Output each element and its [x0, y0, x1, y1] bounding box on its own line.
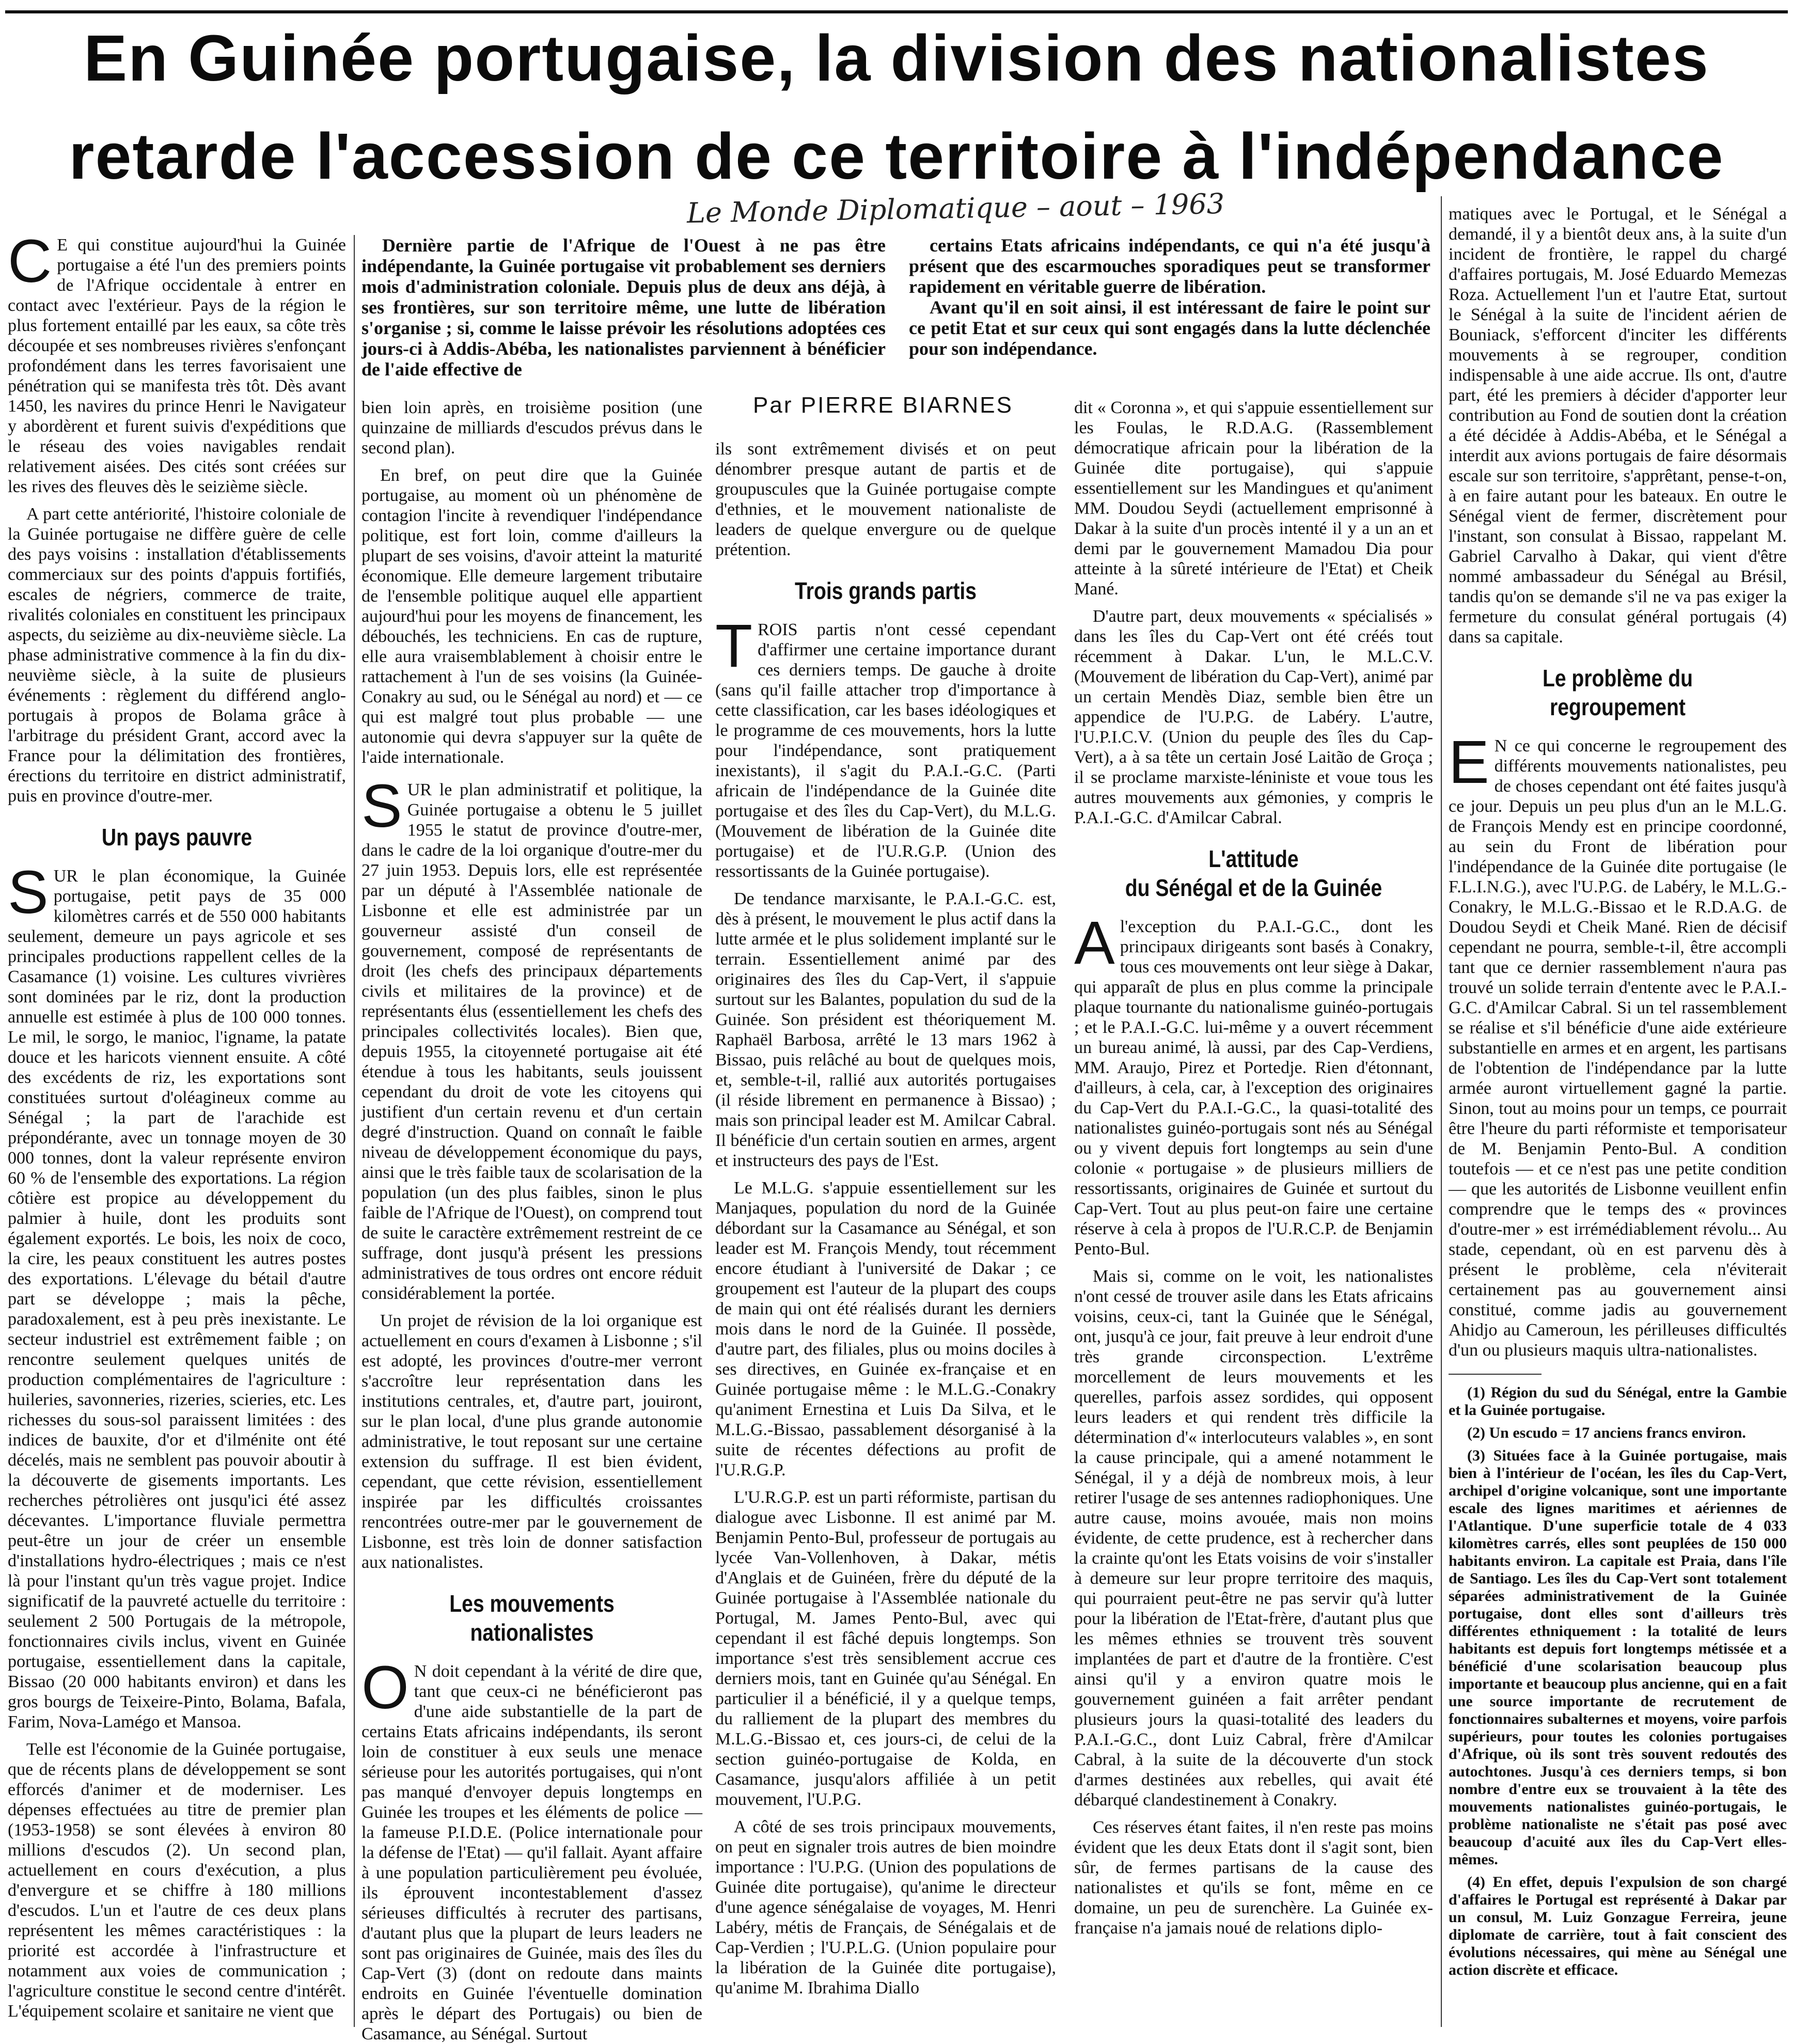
column-4-paragraph-2: D'autre part, deux mouvements « spécialisés » dans les îles du Cap-Vert ont été créés tout récemment à Dakar. L'un, le M.L.C.V. (Mouvement de libération du Cap-Vert), animé par un certain Mendès Diaz, semble bien être un appendice de l'U.P.G. de Labéry. L'autre, l'U.P.I.C.V. (Union du peuple des îles du Cap-Vert), a à sa tête un certain José Laitão de Groça ; il se proclame marxiste-léniniste et voue tous les autres mouvements aux gémonies, y compris le P.A.I.-G.C. d'Amilcar Cabral. [1074, 607, 1433, 827]
subheading-line-1: L'attitude [1208, 845, 1299, 872]
column-divider-1 [354, 235, 355, 2027]
headline-line-2: retarde l'accession de ce territoire à l'indépendance [69, 120, 1724, 193]
column-2 [361, 398, 702, 2043]
column-4-paragraph-4: Mais si, comme on le voit, les nationalistes n'ont cessé de trouver asile dans les Etats africains voisins, ceux-ci, tant la Guinée que le Sénégal, ont, jusqu'à ce jour, fait preuve à leur endroit d'une très grande circonspection. L'extrême morcellement de leurs mouvements et les querelles, parfois assez sordides, qui opposent leurs leaders et qui rendent très difficile la détermination d'« interlocuteurs valables », en sont la cause principale, qui a amené notamment le Sénégal, il y a déjà de nombreux mois, à leur retirer l'usage de ses antennes radiophoniques. Une autre cause, moins avouée, mais non moins évidente, de cette prudence, est à rechercher dans la crainte qu'ont les Etats voisins de voir s'installer à demeure sur leur propre territoire des maquis, qui pourraient peut-être ne pas servir qu'à lutter pour la libération de l'Etat-frère, d'autant plus que les mêmes ethnies se trouvent très souvent implantées de part et d'autre de la frontière. C'est ainsi qu'il y a environ quatre mois le gouvernement guinéen a fait arrêter pendant plusieurs jours la quasi-totalité des leaders du P.A.I.-G.C., dont Luiz Cabral, frère d'Amilcar Cabral, à la suite de la découverte d'un stock d'armes destinées aux rebelles, qui avait été débarqué clandestinement à Conakry. [1074, 1267, 1433, 1810]
intro-paragraph-3: Avant qu'il en soit ainsi, il est intéressant de faire le point sur ce petit Etat et sur ceux qui sont engagés dans la lutte déclenchée pour son indépendance. [909, 297, 1430, 359]
column-4-paragraph-1: dit « Coronna », et qui s'appuie essentiellement sur les Foulas, le R.D.A.G. (Rassemblement démocratique africain pour la libération de la Guinée dite portugaise), qui s'appuie essentiellement sur les Mandingues et qu'animent MM. Doudou Seydi (actuellement emprisonné à Dakar à la suite d'un procès intenté il y a un an et demi par le gouvernement Mamadou Dia pour atteinte à la sûreté intérieure de l'Etat) et Cheik Mané. [1074, 398, 1433, 599]
footnotes [1449, 1384, 1787, 1979]
column-4 [1074, 398, 1433, 2032]
subheading-line-2: du Sénégal et de la Guinée [1125, 874, 1382, 901]
headline-line-1: En Guinée portugaise, la division des nationalistes [84, 22, 1709, 95]
dropcap-s: S [8, 858, 49, 926]
column-3 [715, 439, 1056, 2032]
column-1-paragraph-4: Telle est l'économie de la Guinée portugaise, que de récents plans de développement se sont efforcés d'animer et de moderniser. Les dépenses effectuées au titre de premier plan (1953-1958) se sont élevées à environ 80 millions d'escudos (2). Un second plan, actuellement en cours d'exécution, a plus d'envergure et se chiffre à 180 millions d'escudos. L'un et l'autre de ces deux plans représentent les mêmes caractéristiques : la priorité est accordée à l'infrastructure et notamment aux voies de communication ; l'agriculture constitue le second centre d'intérêt. L'équipement scolaire et sanitaire ne vient que [8, 1740, 346, 2021]
column-5 [1449, 204, 1787, 2035]
column-3-paragraph-4: Le M.L.G. s'appuie essentiellement sur les Manjaques, population du nord de la Guinée débordant sur la Casamance au Sénégal, et son leader est M. François Mendy, tout récemment encore étudiant à l'université de Dakar ; ce groupement est l'auteur de la plupart des coups de main qui ont été réalisés durant les derniers mois dans le nord de la Guinée. Il possède, d'autre part, des filiales, plus ou moins dociles à ses directives, en Guinée ex-française et en Guinée portugaise même : le M.L.G.-Conakry qu'animent Ernestina et Luis Da Silva, et le M.L.G.-Bissao, passablement désorganisé à la suite de récentes défections au profit de l'U.R.G.P. [715, 1178, 1056, 1480]
dropcap-c: C [8, 227, 52, 295]
subheading-un-pays-pauvre: Un pays pauvre [101, 824, 253, 851]
subheading-probleme-regroupement: Le problème du regroupement [1542, 665, 1693, 720]
column-3-paragraph-5: L'U.R.G.P. est un parti réformiste, partisan du dialogue avec Lisbonne. Il est animé par M. Benjamin Pento-Bul, professeur de portugais au lycée Van-Vollenhoven, à Dakar, métis d'Anglais et de Guinéen, frère du député de la Guinée portugaise à l'Assemblée nationale du Portugal, M. James Pento-Bul, avec qui cependant il est fâché depuis longtemps. Son importance s'est très sensiblement accrue ces derniers mois, tant en Guinée qu'au Sénégal. En particulier il a bénéficié, il y a quelque temps, du ralliement de la plupart des membres du M.L.G.-Bissao et, ces jours-ci, de celui de la section guinéo-portugaise de Kolda, en Casamance, jusqu'alors affiliée à un petit mouvement, l'U.P.G. [715, 1488, 1056, 1809]
column-4-paragraph-5: Ces réserves étant faites, il n'en reste pas moins évident que les deux Etats dont il s'agit sont, bien sûr, de fermes partisans de la cause des nationalistes et qu'ils se font, même en ce domaine, un peu de surenchère. La Guinée ex-française n'a jamais noué de relations diplo- [1074, 1818, 1433, 1938]
intro-block-left [361, 235, 886, 390]
column-2-paragraph-1: bien loin après, en troisième position (une quinzaine de milliards d'escudos prévus dans le second plan). [361, 398, 702, 458]
column-1 [8, 227, 346, 2032]
column-1-paragraph-1: C E qui constitue aujourd'hui la Guinée portugaise a été l'un des premiers points de l'Afrique occidentale à entrer en contact avec l'extérieur. Pays de la région le plus fortement entaillé par les eaux, sa côte très découpée et ses nombreuses rivières s'enfonçant profondément dans les terres favorisaient une pénétration qui se manifesta très tôt. Dès avant 1450, les navires du prince Henri le Navigateur y abordèrent et furent suivis d'expéditions que le réseau des voies navigables rendait relativement aisées. Des cités sont créées sur les rives des fleuves dès le seizième siècle. [8, 227, 346, 496]
footnote-1: (1) Région du sud du Sénégal, entre la Gambie et la Guinée portugaise. [1449, 1384, 1787, 1419]
column-2-paragraph-5: O N doit cependant à la vérité de dire que, tant que ceux-ci ne bénéficieront pas d'une aide substantielle de la part de certains Etats africains indépendants, ils seront loin de constituer à eux seuls une menace sérieuse pour les autorités portugaises, qui n'ont pas manqué d'envoyer depuis longtemps en Guinée les troupes et les éléments de police — la fameuse P.I.D.E. (Police internationale pour la défense de l'Etat) — qu'il fallait. Ayant affaire à une population particulièrement peu évoluée, ils éprouvent incontestablement d'assez sérieuses difficultés à recruter des partisans, d'autant plus que la plupart de leurs leaders ne sont pas originaires de Guinée, mais des îles du Cap-Vert (3) (dont on redoute dans maints endroits en Guinée l'éventuelle domination après le départ des Portugais) ou bien de Casamance, au Sénégal. Surtout [361, 1654, 702, 2043]
top-rule [5, 10, 1788, 13]
column-3-paragraph-1: ils sont extrêmement divisés et on peut dénombrer presque autant de partis et de groupuscules que la Guinée portugaise compte d'ethnies, et le mouvement nationaliste de leaders de quelque envergure ou de quelque prétention. [715, 439, 1056, 559]
dropcap-s-2: S [361, 772, 402, 840]
dropcap-e: E [1449, 728, 1489, 796]
dropcap-o: O [361, 1654, 409, 1722]
column-3-paragraph-3: De tendance marxisante, le P.A.I.-G.C. est, dès à présent, le mouvement le plus actif dans la lutte armée et le plus solidement implanté sur le terrain. Essentiellement animé par des originaires des îles du Cap-Vert, il s'appuie surtout sur les Balantes, population du sud de la Guinée. Son président est théoriquement M. Raphaël Barbosa, arrêté le 13 mars 1962 à Bissao, puis relâché au bout de quelques mois, et, semble-t-il, rallié aux autorités portugaises (il réside librement en permanence à Bissao) ; mais son principal leader est M. Amilcar Cabral. Il bénéficie d'un certain soutien en armes, argent et instructeurs des pays de l'Est. [715, 889, 1056, 1170]
column-divider-4 [1441, 196, 1442, 2027]
intro-paragraph-1: Dernière partie de l'Afrique de l'Ouest à ne pas être indépendante, la Guinée portugaise vit probablement ses derniers mois d'administration coloniale. Depuis plus de deux ans déjà, à ses frontières, sur son territoire même, une lutte de libération s'organise ; si, comme le laisse prévoir les résolutions adoptées ces jours-ci à Addis-Abéba, les nationalistes parviennent à bénéficier de l'aide effective de [361, 235, 886, 380]
dropcap-t: T [715, 612, 753, 680]
footnote-rule [1449, 1374, 1542, 1375]
column-3-paragraph-6: A côté de ses trois principaux mouvements, on peut en signaler trois autres de bien moindre importance : l'U.P.G. (Union des populations de Guinée dite portugaise), qu'anime le directeur d'une agence sénégalaise de voyages, M. Henri Labéry, métis de Français, de Sénégalais et de Cap-Verdien ; l'U.P.L.G. (Union populaire pour la libération de la Guinée dite portugaise), qu'anime M. Ibrahima Diallo [715, 1817, 1056, 1998]
footnote-4: (4) En effet, depuis l'expulsion de son chargé d'affaires le Portugal est représenté à Dakar par un consul, M. Luiz Gonzague Ferreira, jeune diplomate de carrière, tout à fait conscient des évolutions nécessaires, qui mène au Sénégal une action discrète et efficace. [1449, 1874, 1787, 1978]
column-2-paragraph-2: En bref, on peut dire que la Guinée portugaise, au moment où un phénomène de contagion l'incite à revendiquer l'indépendance politique, est fort loin, comme d'ailleurs la plupart de ses voisins, d'avoir atteint la maturité économique. Elle demeure largement tributaire de l'ensemble politique auquel elle appartient aujourd'hui pour les moyens de financement, les débouchés, les techniciens. En cas de rupture, elle aura vraisemblablement à choisir entre le rattachement à l'un de ses voisins (la Guinée-Conakry au sud, ou le Sénégal au nord) et — ce qui est malgré tout plus probable — une autonomie qui devra s'appuyer sur la quête de l'aide internationale. [361, 466, 702, 767]
intro-paragraph-2: certains Etats africains indépendants, ce qui n'a été jusqu'à présent que des escarmouches sporadiques peut se transformer rapidement en véritable guerre de libération. [909, 235, 1430, 297]
subheading-trois-grands-partis: Trois grands partis [794, 577, 977, 604]
subheading-attitude-senegal-guinee [1101, 844, 1406, 902]
subheading-les-mouvements-nationalistes: Les mouvements nationalistes [449, 1590, 615, 1646]
byline: Par PIERRE BIARNES [753, 392, 1013, 418]
column-4-paragraph-3: Al'exception du P.A.I.-G.C., dont les principaux dirigeants sont basés à Conakry, tous ces mouvements ont leur siège à Dakar, qui apparaît de plus en plus comme la principale plaque tournante du nationalisme guinéo-portugais ; et le P.A.I.-G.C. lui-même y a ouvert récemment un bureau animé, là aussi, par des Cap-Verdiens, MM. Araujo, Pirez et Portedje. Rien d'étonnant, d'ailleurs, à cela, car, à l'exception des originaires du Cap-Vert du P.A.I.-G.C., la quasi-totalité des nationalistes guinéo-portugais sont nés au Sénégal ou y vivent depuis fort longtemps au sein d'une colonie « portugaise » de plusieurs milliers de ressortissants, originaires de Guinée et surtout du Cap-Vert. Tout au plus peut-on faire une certaine réserve à cela à propos de l'U.R.C.P. de Benjamin Pento-Bul. [1074, 909, 1433, 1259]
handwritten-source-note: Le Monde Diplomatique – aout – 1963 [686, 187, 1225, 230]
column-1-paragraph-3: SUR le plan économique, la Guinée portugaise, petit pays de 35 000 kilomètres carrés et de 550 000 habitants seulement, demeure un pays agricole et ses principales productions rappellent celles de la Casamance (1) voisine. Les cultures vivrières sont dominées par le riz, dont la production annuelle est estimée à plus de 100 000 tonnes. Le mil, le sorgo, le manioc, l'igname, la patate douce et les haricots viennent ensuite. A côté des excédents de riz, les exportations sont constituées surtout d'oléagineux comme au Sénégal ; la part de l'arachide est prépondérante, avec un tonnage moyen de 30 000 tonnes, dont la valeur représente environ 60 % de l'ensemble des exportations. La région côtière est propice au développement du palmier à huile, dont les produits sont également exportés. Le bois, les noix de coco, la cire, les peaux constituent les autres postes des exportations. L'élevage du bétail d'autre part se développe ; mais la pêche, paradoxalement, est à peu près inexistante. Le secteur industriel est extrêmement faible ; on rencontre seulement quelques unités de production complémentaires de l'agriculture : huileries, savonneries, rizeries, scieries, etc. Les richesses du sous-sol paraissent limitées : des indices de bauxite, d'or et d'ilménite ont été décelés, mais ne semblent pas pouvoir aboutir à la découverte de gisements importants. Les recherches pétrolières ont jusqu'ici été assez décevantes. L'importance fluviale permettra peut-être un jour de créer un ensemble d'installations hydro-électriques ; mais ce n'est là pour l'instant qu'un très vague projet. Indice significatif de la pauvreté actuelle du territoire : seulement 2 500 Portugais de la métropole, fonctionnaires civils inclus, vivent en Guinée portugaise, essentiellement dans la capitale, Bissao (20 000 habitants environ) et dans les gros bourgs de Teixeire-Pinto, Bolama, Bafala, Farim, Nova-Lamégo et Mansoa. [8, 858, 346, 1732]
footnote-3: (3) Situées face à la Guinée portugaise, mais bien à l'intérieur de l'océan, les îles du Cap-Vert, archipel d'origine volcanique, sont une importante escale des lignes maritimes et aériennes de l'Atlantique. D'une superficie totale de 4 033 kilomètres carrés, elles sont peuplées de 150 000 habitants environ. La capitale est Praia, dans l'île de Santiago. Les îles du Cap-Vert sont totalement séparées administrativement de la Guinée portugaise, dont elles sont d'ailleurs très différentes ethniquement : la totalité de leurs habitants est depuis fort longtemps métissée et a bénéficié d'une scolarisation beaucoup plus importante et beaucoup plus ancienne, qui en a fait une source importante de recrutement de fonctionnaires subalternes et moyens, voire parfois supérieurs, pour toutes les colonies portugaises d'Afrique, où ils sont très souvent redoutés des autochtones. Jusqu'à ces derniers temps, si bon nombre d'entre eux se trouvaient à la tête des mouvements nationalistes guinéo-portugais, le problème nationaliste ne s'était pas posé avec beaucoup d'acuité aux îles du Cap-Vert elles-mêmes. [1449, 1447, 1787, 1868]
column-5-paragraph-2: E N ce qui concerne le regroupement des différents mouvements nationalistes, peu de choses cependant ont été faites jusqu'à ce jour. Depuis un peu plus d'un an le M.L.G. de François Mendy est en principe coordonné, au sein du Front de libération pour l'indépendance de la Guinée dite portugaise (le F.L.I.N.G.), avec l'U.P.G. de Labéry, le M.L.G.-Conakry, le M.L.G.-Bissao et le R.D.A.G. de Doudou Seydi et Cheik Mané. Rien de décisif cependant ne pourra, semble-t-il, être accompli tant que ce dernier rassemblement n'aura pas trouvé un solide terrain d'entente avec le P.A.I.-G.C. d'Amilcar Cabral. Si un tel rassemblement se réalise et s'il bénéficie d'une aide extérieure substantielle en armes et en argent, les partisans de l'obtention de l'indépendance par la lutte armée auront virtuellement gagné la partie. Sinon, tout au moins pour un temps, ce pourrait être l'heure du parti réformiste et temporisateur de M. Benjamin Pento-Bul. A condition toutefois — et ce n'est pas une petite condition — que les autorités de Lisbonne veuillent enfin comprendre que le temps des « provinces d'outre-mer » est irrémédiablement révolu... Au stade, cependant, où en est parvenu dès à présent le problème, cela n'éviterait certainement pas au gouvernement ainsi constitué, comme jadis au gouvernement Ahidjo au Cameroun, les périlleuses difficultés d'un ou plusieurs maquis ultra-nationalistes. [1449, 728, 1787, 1360]
column-2-paragraph-3: SUR le plan administratif et politique, la Guinée portugaise a obtenu le 5 juillet 1955 le statut de province d'outre-mer, dans le cadre de la loi organique d'outre-mer du 27 juin 1953. Depuis lors, elle est représentée par un député à l'Assemblée nationale de Lisbonne et elle est administrée par un gouverneur assisté d'un conseil de gouvernement, composé de représentants de droit (les chefs des principaux départements civils et militaires de la province) et de représentants élus (essentiellement les chefs des principales collectivités locales). Bien que, depuis 1955, la citoyenneté portugaise ait été étendue à tous les habitants, seuls jouissent cependant du droit de vote les citoyens qui justifient d'un certain revenu et d'un certain degré d'instruction. Quand on connaît le faible niveau de développement économique du pays, ainsi que le très faible taux de scolarisation de la population (un des plus faibles, sinon le plus faible de l'Afrique de l'Ouest), on comprend tout de suite le caractère extrêmement restreint de ce suffrage, dont jusqu'à présent les pressions administratives de tous ordres ont encore réduit considérablement la portée. [361, 772, 702, 1303]
dropcap-a: A [1074, 909, 1115, 977]
intro-block-right [909, 235, 1430, 390]
footnote-2: (2) Un escudo = 17 anciens francs environ. [1467, 1424, 1746, 1441]
column-2-paragraph-4: Un projet de révision de la loi organique est actuellement en cours d'examen à Lisbonne ; s'il est adopté, les provinces d'outre-mer verront s'accroître leur représentation dans les institutions centrales, et, d'autre part, jouiront, sur le plan local, d'une plus grande autonomie administrative, le tout reposant sur une certaine extension du suffrage. Il est bien évident, cependant, que cette révision, essentiellement inspirée par les difficultés croissantes rencontrées outre-mer par le gouvernement de Lisbonne, est très loin de donner satisfaction aux nationalistes. [361, 1311, 702, 1572]
column-5-paragraph-1: matiques avec le Portugal, et le Sénégal a demandé, il y a bientôt deux ans, à la suite d'un incident de frontière, le rappel du chargé d'affaires portugais, M. José Eduardo Memezas Roza. Actuellement l'un et l'autre Etat, surtout le Sénégal à la suite de l'incident aérien de Bouniack, s'efforcent d'inciter les différents mouvements à se regrouper, condition indispensable à une aide accrue. Ils ont, d'autre part, été les premiers à décider d'apporter leur contribution au Fond de soutien dont la création a été décidée à Addis-Abéba, et le Sénégal a interdit aux avions portugais de faire désormais escale sur son territoire, s'apprêtant, pense-t-on, à en faire autant pour les bateaux. En outre le Sénégal vient de fermer, discrètement pour l'instant, son consulat à Bissao, rappelant M. Gabriel Carvalho à Dakar, qui vient d'être nommé ambassadeur du Sénégal au Brésil, tandis qu'on se demande s'il ne va pas exiger la fermeture du consulat général portugais (4) dans sa capitale. [1449, 205, 1787, 647]
column-3-paragraph-2: TROIS partis n'ont cessé cependant d'affirmer une certaine importance durant ces derniers temps. De gauche à droite (sans qu'il faille attacher trop d'importance à cette classification, car les bases idéologiques et le programme de ces mouvements, hors la lutte pour l'indépendance, sont pratiquement inexistants), il s'agit du P.A.I.-G.C. (Parti africain de l'indépendance de la Guinée dite portugaise et des îles du Cap-Vert), du M.L.G. (Mouvement de libération de la Guinée dite portugaise) et de l'U.R.G.P. (Union des ressortissants de la Guinée portugaise). [715, 612, 1056, 881]
column-1-paragraph-2: A part cette antériorité, l'histoire coloniale de la Guinée portugaise ne diffère guère de celle des pays voisins : installation d'établissements commerciaux sur des points d'appuis fortifiés, escales de négriers, commerce de traite, rivalités coloniales en constituent les principaux aspects, du seizième au dix-neuvième siècle. La phase administrative commence à la fin du dix-neuvième siècle, à la suite de plusieurs événements : règlement du différend anglo-portugais à propos de Bolama grâce à l'arbitrage du président Grant, accord avec la France pour la délimitation des frontières, érections du territoire en district administratif, puis en province d'outre-mer. [8, 505, 346, 806]
